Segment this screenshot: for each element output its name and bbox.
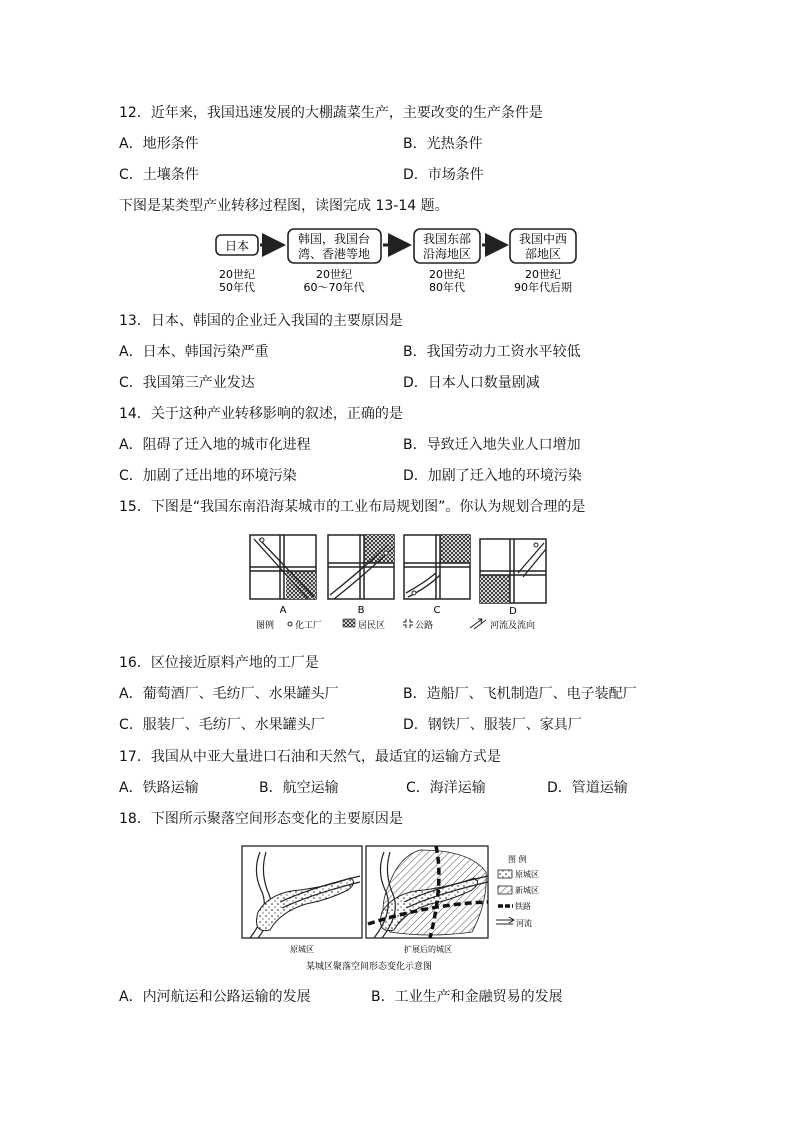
settlement-change-diagram (240, 842, 560, 974)
q16-option-b: B．造船厂、飞机制造厂、电子装配厂 (403, 686, 637, 702)
q12-option-c: C．土壤条件 (119, 167, 199, 183)
q17-option-c: C．海洋运输 (406, 780, 486, 796)
layout-map-a (250, 535, 316, 599)
q12-option-b: B．光热条件 (403, 136, 483, 152)
flow-box-4-line2: 部地区 (524, 247, 562, 261)
industry-transfer-diagram (210, 226, 590, 296)
q18-legend-railway: 铁路 (515, 902, 531, 911)
q18-legend-title: 图 例 (508, 855, 527, 864)
flow-time-4-line1: 20世纪 (525, 268, 561, 281)
flow-time-1-line1: 20世纪 (219, 268, 255, 281)
expanded-city-label: 扩展后的城区 (404, 945, 452, 954)
q16-stem: 16．区位接近原料产地的工厂是 (119, 655, 319, 671)
layout-map-b (328, 535, 394, 599)
q15-legend-residential: 居民区 (358, 621, 386, 631)
q14-option-a: A．阻碍了迁入地的城市化进程 (119, 437, 311, 453)
q17-option-b: B．航空运输 (259, 780, 339, 796)
original-city-swatch (498, 870, 512, 878)
q14-stem: 14．关于这种产业转移影响的叙述，正确的是 (119, 406, 403, 422)
river-icon (496, 917, 514, 924)
intro-13-14: 下图是某类型产业转移过程图，读图完成 13-14 题。 (119, 198, 449, 214)
chemical-plant-icon (288, 622, 292, 626)
q12-option-d: D．市场条件 (403, 167, 484, 183)
q15-legend-road: 公路 (415, 621, 434, 631)
q17-option-a: A．铁路运输 (119, 780, 199, 796)
q14-option-c: C．加剧了迁出地的环境污染 (119, 468, 297, 484)
q16-option-d: D．钢铁厂、服装厂、家具厂 (403, 717, 582, 733)
map-label-a: A (279, 605, 287, 616)
q18-legend-original: 原城区 (515, 870, 539, 879)
flow-box-2-line2: 湾、香港等地 (297, 247, 371, 261)
map-label-d: D (509, 606, 517, 617)
q15-legend-chemical: 化工厂 (295, 621, 323, 631)
flow-time-3-line2: 80年代 (429, 281, 465, 294)
q18-caption: 某城区聚落空间形态变化示意图 (305, 962, 433, 972)
q17-option-d: D．管道运输 (547, 780, 628, 796)
flow-time-3-line1: 20世纪 (429, 268, 465, 281)
q15-legend-river: 河流及流向 (490, 621, 536, 631)
q15-legend-title: 图例 (256, 621, 275, 631)
q16-option-c: C．服装厂、毛纺厂、水果罐头厂 (119, 717, 325, 733)
expanded-city-map (366, 846, 488, 938)
q13-option-c: C．我国第三产业发达 (119, 375, 255, 391)
q18-legend-river: 河流 (516, 919, 532, 928)
q18-option-b: B．工业生产和金融贸易的发展 (371, 989, 563, 1005)
q12-option-a: A．地形条件 (119, 136, 199, 152)
original-city-label: 原城区 (290, 945, 314, 954)
new-city-swatch (498, 886, 512, 894)
flow-box-1-text: 日本 (224, 239, 250, 253)
q17-stem: 17．我国从中亚大量进口石油和天然气，最适宜的运输方式是 (119, 749, 501, 765)
flow-time-2-line1: 20世纪 (316, 268, 352, 281)
flow-box-4-line1: 我国中西 (518, 232, 568, 246)
flow-box-3-line2: 沿海地区 (422, 247, 472, 261)
industry-layout-maps (248, 533, 552, 637)
layout-map-d (480, 539, 546, 603)
map-label-b: B (357, 605, 365, 616)
q13-option-d: D．日本人口数量剧减 (403, 375, 540, 391)
layout-map-c (404, 535, 470, 599)
q13-stem: 13．日本、韩国的企业迁入我国的主要原因是 (119, 313, 403, 329)
q13-option-b: B．我国劳动力工资水平较低 (403, 344, 581, 360)
q16-option-a: A．葡萄酒厂、毛纺厂、水果罐头厂 (119, 686, 339, 702)
flow-time-4-line2: 90年代后期 (514, 281, 572, 294)
original-city-map (242, 846, 362, 938)
q14-option-d: D．加剧了迁入地的环境污染 (403, 468, 582, 484)
q18-legend-new: 新城区 (515, 886, 539, 895)
residential-swatch (343, 619, 355, 627)
flow-time-1-line2: 50年代 (219, 281, 255, 294)
flow-box-2-line1: 韩国，我国台 (297, 232, 371, 246)
flow-box-3-line1: 我国东部 (422, 232, 472, 246)
river-flow-icon (470, 619, 486, 629)
q18-option-a: A．内河航运和公路运输的发展 (119, 989, 311, 1005)
q14-option-b: B．导致迁入地失业人口增加 (403, 437, 581, 453)
q18-stem: 18．下图所示聚落空间形态变化的主要原因是 (119, 811, 403, 827)
q13-option-a: A．日本、韩国污染严重 (119, 344, 269, 360)
q15-stem: 15．下图是“我国东南沿海某城市的工业布局规划图”。你认为规划合理的是 (119, 499, 586, 515)
map-label-c: C (433, 605, 441, 616)
flow-time-2-line2: 60～70年代 (303, 281, 365, 294)
road-icon (403, 619, 413, 628)
q12-stem: 12．近年来，我国迅速发展的大棚蔬菜生产，主要改变的生产条件是 (119, 105, 543, 121)
